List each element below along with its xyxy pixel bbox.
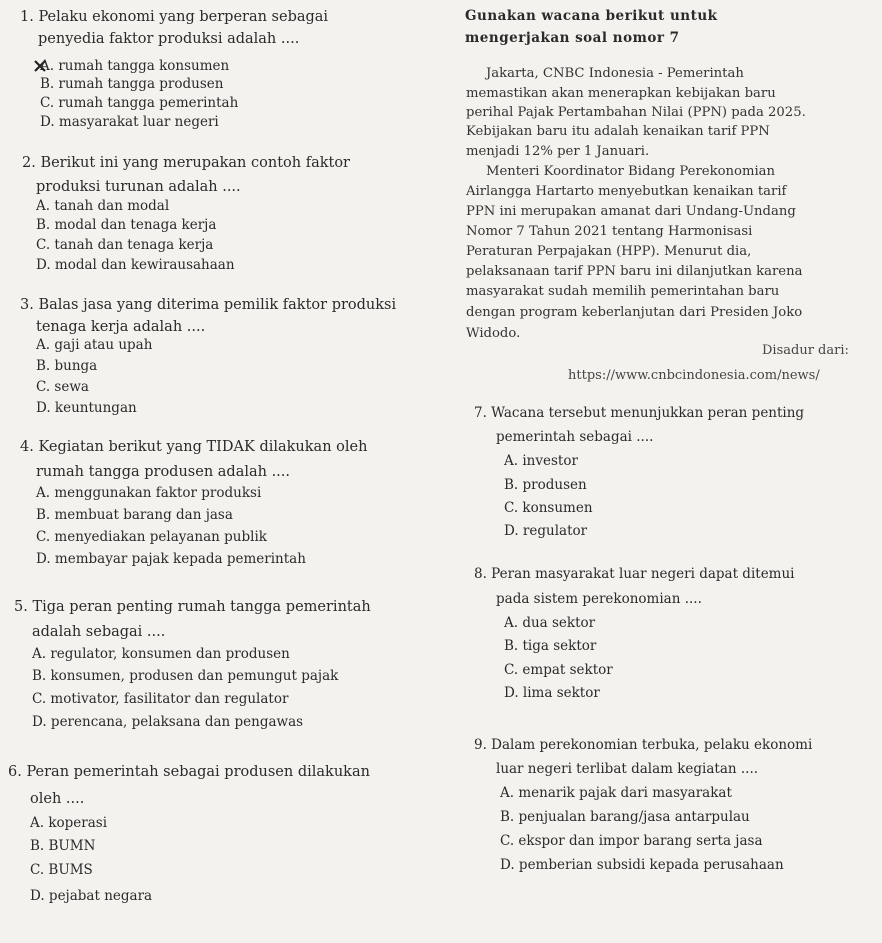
q4-option-a[interactable]: A. menggunakan faktor produksi xyxy=(36,485,262,501)
q3-option-b[interactable]: B. bunga xyxy=(36,358,98,374)
passage-line: Peraturan Perpajakan (HPP). Menurut dia, xyxy=(466,244,752,259)
passage-line: Menteri Koordinator Bidang Perekonomian xyxy=(486,164,776,179)
q6-option-d[interactable]: D. pejabat negara xyxy=(30,888,153,904)
q5-stem-line1: 5. Tiga peran penting rumah tangga pemerintah xyxy=(14,599,371,615)
passage-line: memastikan akan menerapkan kebijakan baru xyxy=(466,86,776,101)
q8-stem-line1: 8. Peran masyarakat luar negeri dapat ditemui xyxy=(474,566,795,582)
q6-option-a[interactable]: A. koperasi xyxy=(30,815,108,831)
q9-option-d[interactable]: D. pemberian subsidi kepada perusahaan xyxy=(500,857,784,873)
q7-stem-line1: 7. Wacana tersebut menunjukkan peran penting xyxy=(474,405,805,421)
q7-option-a[interactable]: A. investor xyxy=(504,453,578,469)
q8-option-d[interactable]: D. lima sektor xyxy=(504,685,600,701)
q5-option-a[interactable]: A. regulator, konsumen dan produsen xyxy=(32,646,290,662)
q9-option-a[interactable]: A. menarik pajak dari masyarakat xyxy=(500,785,732,801)
q5-option-b[interactable]: B. konsumen, produsen dan pemungut pajak xyxy=(32,668,339,684)
passage-line: Jakarta, CNBC Indonesia - Pemerintah xyxy=(486,66,744,81)
q3-option-d[interactable]: D. keuntungan xyxy=(36,400,137,416)
passage-line: masyarakat sudah memilih pemerintahan baru xyxy=(466,284,780,299)
q8-option-b[interactable]: B. tiga sektor xyxy=(504,638,597,654)
q1-option-c[interactable]: C. rumah tangga pemerintah xyxy=(40,95,239,111)
q8-stem-line2: pada sistem perekonomian .... xyxy=(496,591,702,607)
q4-option-c[interactable]: C. menyediakan pelayanan publik xyxy=(36,529,267,545)
passage-heading-line1: Gunakan wacana berikut untuk xyxy=(465,8,718,24)
q2-option-b[interactable]: B. modal dan tenaga kerja xyxy=(36,217,217,233)
q1-option-d[interactable]: D. masyarakat luar negeri xyxy=(40,114,219,130)
q1-stem-line2: penyedia faktor produksi adalah .... xyxy=(38,31,300,47)
q9-stem-line2: luar negeri terlibat dalam kegiatan .... xyxy=(496,761,759,777)
q7-option-d[interactable]: D. regulator xyxy=(504,523,588,539)
passage-line: Kebijakan baru itu adalah kenaikan tarif PPN xyxy=(466,124,770,139)
q6-option-c[interactable]: C. BUMS xyxy=(30,862,93,878)
q5-option-d[interactable]: D. perencana, pelaksana dan pengawas xyxy=(32,714,304,730)
q2-stem-line1: 2. Berikut ini yang merupakan contoh faktor xyxy=(22,155,350,171)
q2-stem-line2: produksi turunan adalah .... xyxy=(36,179,241,195)
q4-option-b[interactable]: B. membuat barang dan jasa xyxy=(36,507,233,523)
q7-option-c[interactable]: C. konsumen xyxy=(504,500,593,516)
passage-line: Airlangga Hartarto menyebutkan kenaikan tarif xyxy=(466,184,787,199)
q9-option-b[interactable]: B. penjualan barang/jasa antarpulau xyxy=(500,809,750,825)
q9-stem-line1: 9. Dalam perekonomian terbuka, pelaku ekonomi xyxy=(474,737,813,753)
q5-stem-line2: adalah sebagai .... xyxy=(32,624,166,640)
q4-option-d[interactable]: D. membayar pajak kepada pemerintah xyxy=(36,551,306,567)
q2-option-d[interactable]: D. modal dan kewirausahaan xyxy=(36,257,235,273)
source-link[interactable]: https://www.cnbcindonesia.com/news/ xyxy=(568,368,820,383)
q6-stem-line2: oleh .... xyxy=(30,791,85,807)
passage-line: dengan program keberlanjutan dari Presiden Joko xyxy=(466,305,803,320)
passage-line: pelaksanaan tarif PPN baru ini dilanjutkan karena xyxy=(466,264,803,279)
q4-stem-line2: rumah tangga produsen adalah .... xyxy=(36,464,291,480)
q3-stem-line2: tenaga kerja adalah .... xyxy=(36,319,206,335)
q1-option-a[interactable]: A. rumah tangga konsumen xyxy=(40,58,230,74)
passage-line: perihal Pajak Pertambahan Nilai (PPN) pada 2025. xyxy=(466,105,806,120)
q2-option-a[interactable]: A. tanah dan modal xyxy=(36,198,170,214)
q5-option-c[interactable]: C. motivator, fasilitator dan regulator xyxy=(32,691,289,707)
q3-option-a[interactable]: A. gaji atau upah xyxy=(36,337,153,353)
passage-line: Widodo. xyxy=(466,326,521,341)
q1-stem-line1: 1. Pelaku ekonomi yang berperan sebagai xyxy=(20,9,329,25)
q2-option-c[interactable]: C. tanah dan tenaga kerja xyxy=(36,237,214,253)
q3-option-c[interactable]: C. sewa xyxy=(36,379,89,395)
q6-stem-line1: 6. Peran pemerintah sebagai produsen dilakukan xyxy=(8,764,370,780)
q8-option-a[interactable]: A. dua sektor xyxy=(504,615,596,631)
q3-stem-line1: 3. Balas jasa yang diterima pemilik faktor produksi xyxy=(20,297,397,313)
q9-option-c[interactable]: C. ekspor dan impor barang serta jasa xyxy=(500,833,763,849)
q4-stem-line1: 4. Kegiatan berikut yang TIDAK dilakukan oleh xyxy=(20,439,368,455)
q6-option-b[interactable]: B. BUMN xyxy=(30,838,96,854)
passage-line: PPN ini merupakan amanat dari Undang-Undang xyxy=(466,204,796,219)
q7-stem-line2: pemerintah sebagai .... xyxy=(496,429,654,445)
passage-heading-line2: mengerjakan soal nomor 7 xyxy=(465,30,680,46)
q1-option-b[interactable]: B. rumah tangga produsen xyxy=(40,76,224,92)
passage-line: menjadi 12% per 1 Januari. xyxy=(466,144,650,159)
source-label: Disadur dari: xyxy=(762,343,849,358)
passage-line: Nomor 7 Tahun 2021 tentang Harmonisasi xyxy=(466,224,753,239)
q7-option-b[interactable]: B. produsen xyxy=(504,477,587,493)
q8-option-c[interactable]: C. empat sektor xyxy=(504,662,613,678)
